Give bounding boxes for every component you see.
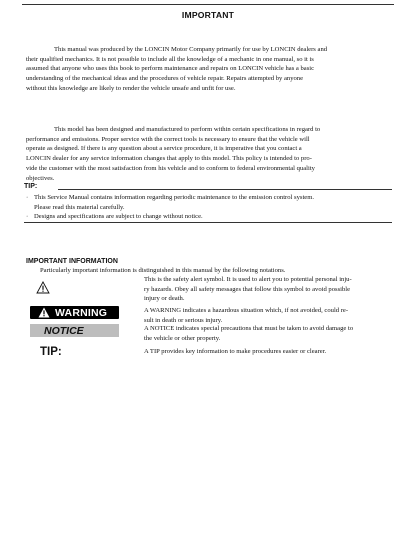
text-line: A WARNING indicates a hazardous situation which, if not avoided, could re-	[144, 307, 349, 314]
text-line: injury or death.	[144, 295, 185, 303]
notation-description	[144, 275, 390, 304]
important-information-heading: IMPORTANT INFORMATION	[26, 258, 118, 265]
text-line: A TIP provides key information to make procedures easier or clearer.	[144, 348, 327, 355]
tip-heading: TIP:	[24, 183, 38, 190]
tip-list	[26, 193, 390, 222]
text-line: ry hazards. Obey all safety messages that follow this symbol to avoid possible	[144, 285, 351, 293]
text-line: the vehicle or other property.	[144, 334, 221, 342]
tip-item	[26, 193, 390, 212]
text-line: without this knowledge are likely to render the vehicle unsafe and unfit for use.	[26, 84, 236, 92]
important-information-intro: Particularly important information is distinguished in this manual by the following notations.	[40, 267, 286, 274]
intro-paragraph-2	[26, 125, 390, 183]
text-line: This is the safety alert symbol. It is used to alert you to potential personal inju-	[144, 276, 352, 283]
warning-label: WARNING	[55, 306, 108, 319]
text-line: LONCIN dealer for any service information changes that apply to this model. This policy is intended to pro-	[26, 155, 312, 163]
safety-alert-icon	[36, 281, 50, 294]
warning-badge	[30, 306, 119, 319]
notation-description	[144, 306, 390, 325]
text-line: vide the customer with the most satisfaction from his vehicle and to conform to federal environmental quality	[26, 164, 315, 172]
tip-bottom-rule	[24, 222, 392, 223]
top-rule	[22, 4, 394, 5]
text-line: performance and emissions. Proper service with the correct tools is necessary to ensure that the vehicle will	[26, 135, 310, 143]
text-line: Please read this material carefully.	[34, 203, 125, 211]
text-line: This manual was produced by the LONCIN Motor Company primarily for use by LONCIN dealers and	[54, 46, 328, 53]
text-line: This model has been designed and manufactured to perform within certain specifications in regard to	[54, 126, 321, 133]
text-line: sult in death or serious injury.	[144, 316, 223, 324]
bullet: ·	[26, 213, 29, 221]
tip-rule	[58, 189, 392, 190]
notice-badge	[30, 324, 119, 337]
text-line: operate as designed. If there is any question about a service procedure, it is imperative that you contact a	[26, 145, 302, 153]
page-title: IMPORTANT	[181, 10, 235, 20]
notice-label: NOTICE	[44, 324, 84, 337]
text-line: understanding of the mechanical ideas and the procedures of vehicle repair. Repairs attempted by anyone	[26, 75, 304, 83]
text-line: assumed that anyone who uses this book to perform maintenance and repairs on LONCIN vehicle has a basic	[26, 65, 315, 73]
text-line: A NOTICE indicates special precautions that must be taken to avoid damage to	[144, 325, 354, 332]
bullet: ·	[26, 194, 29, 201]
tip-label: TIP:	[40, 346, 62, 358]
text-line: their qualified mechanics. It is not possible to include all the knowledge of a mechanic in one manual, so it is	[26, 55, 314, 63]
text-line: Designs and specifications are subject to change without notice.	[34, 213, 203, 221]
notation-description	[144, 347, 390, 357]
warning-triangle-icon	[38, 307, 50, 318]
text-line: This Service Manual contains information regarding periodic maintenance to the emission control system.	[34, 194, 314, 201]
tip-item	[26, 212, 390, 222]
intro-paragraph-1	[26, 45, 390, 94]
text-line: objectives.	[26, 174, 55, 182]
notation-description	[144, 324, 390, 343]
